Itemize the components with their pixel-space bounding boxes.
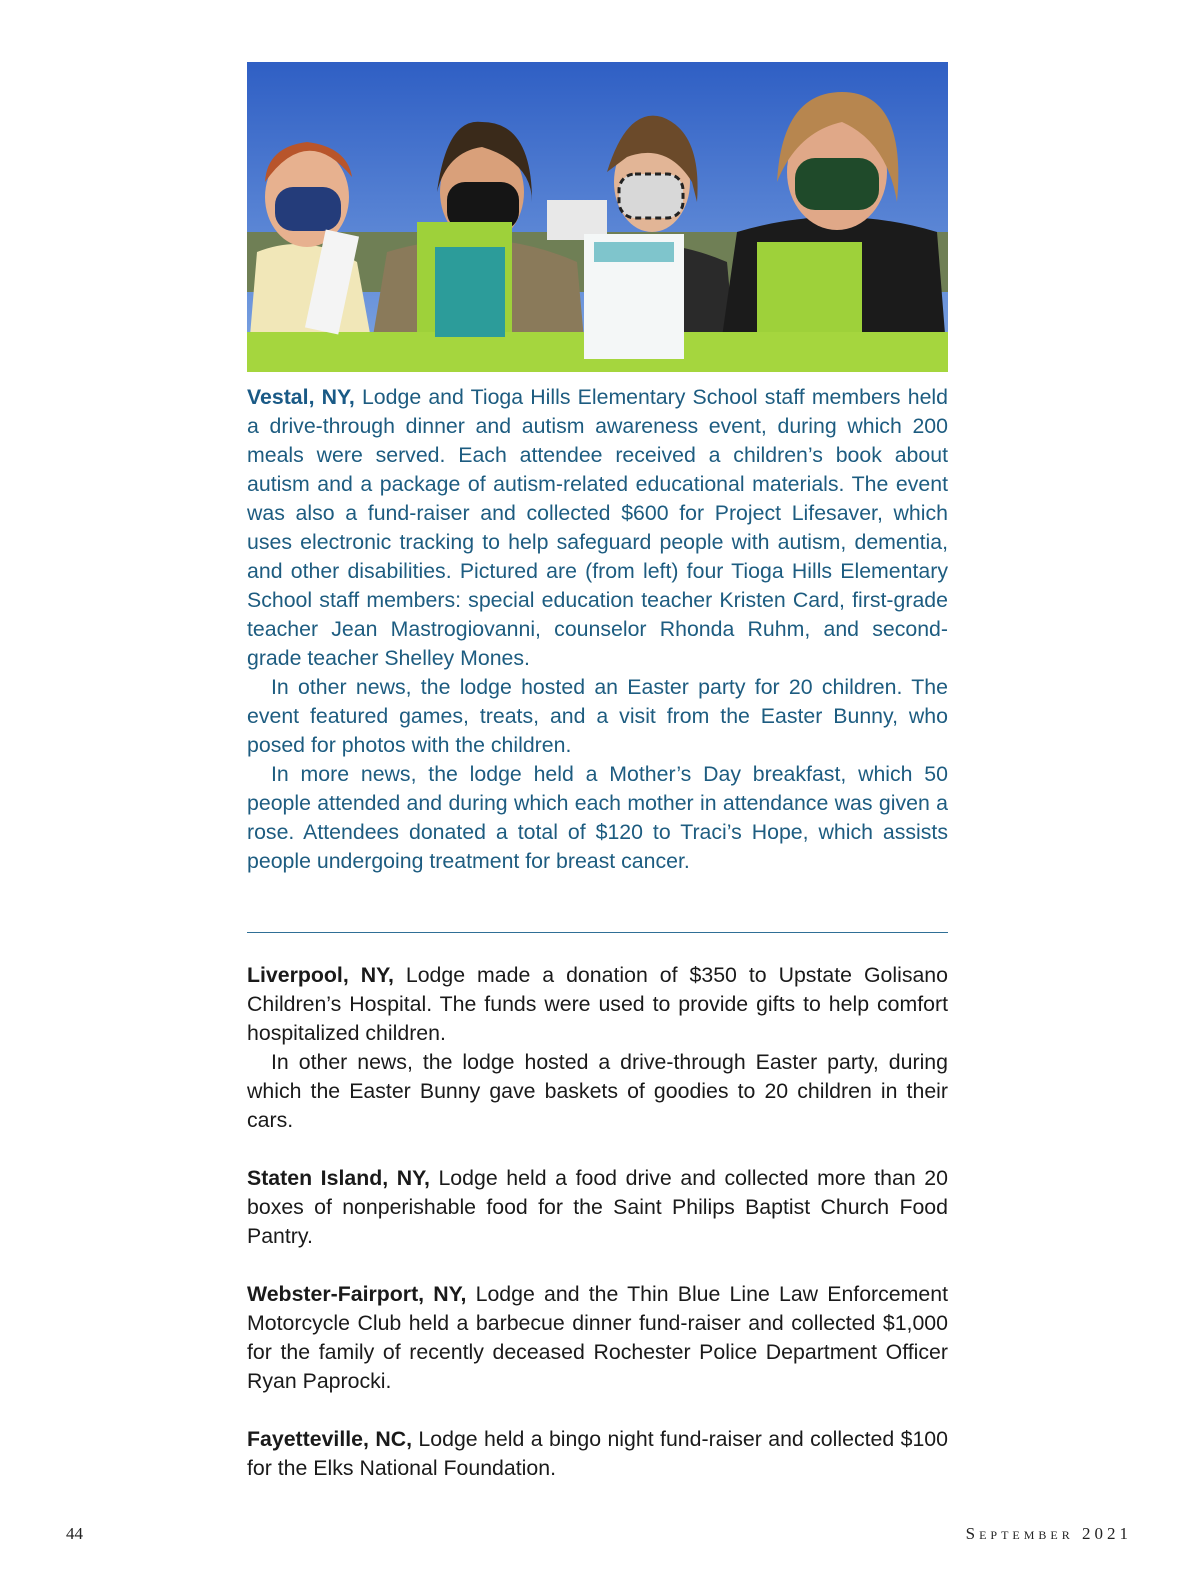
article-vestal (247, 383, 948, 876)
article-liverpool-p1-text: Lodge made a donation of $350 to Upstate Golisano Children’s Hospital. The funds were used to provide gifts to help comfort hospitalized children. (247, 963, 948, 1045)
article-vestal-lead: Vestal, NY, (247, 385, 355, 409)
article-liverpool-p1 (247, 961, 948, 1048)
section-divider (247, 932, 948, 933)
article-staten-island-p1 (247, 1164, 948, 1251)
article-vestal-p3: In more news, the lodge held a Mother’s Day breakfast, which 50 people attended and during which each mother in attendance was given a rose. Attendees donated a total of $120 to Traci’s Hope, which assists people undergoing treatment for breast cancer. (247, 762, 948, 873)
article-fayetteville-lead: Fayetteville, NC, (247, 1427, 413, 1451)
article-fayetteville (247, 1425, 948, 1483)
article-webster-fairport-p1 (247, 1280, 948, 1396)
group-photo (247, 62, 948, 372)
article-vestal-p2: In other news, the lodge hosted an Easter party for 20 children. The event featured games, treats, and a visit from the Easter Bunny, who posed for photos with the children. (247, 675, 948, 757)
article-staten-island-lead: Staten Island, NY, (247, 1166, 430, 1190)
articles-list (247, 961, 948, 1512)
article-fayetteville-p1 (247, 1425, 948, 1483)
article-staten-island-p1-text: Lodge held a food drive and collected more than 20 boxes of nonperishable food for the Saint Philips Baptist Church Food Pantry. (247, 1166, 948, 1248)
article-webster-fairport-p1-text: Lodge and the Thin Blue Line Law Enforcement Motorcycle Club held a barbecue dinner fund-raiser and collected $1,000 for the family of recently deceased Rochester Police Department Officer Ryan Paprocki. (247, 1282, 948, 1393)
article-vestal-p1 (247, 383, 948, 673)
article-vestal-p1-text: Lodge and Tioga Hills Elementary School staff members held a drive-through dinner and autism awareness event, during which 200 meals were served. Each attendee received a children’s book about autism and a package of autism-related educational materials. The event was also a fund-raiser and collected $600 for Project Lifesaver, which uses electronic tracking to help safeguard people with autism, dementia, and other disabilities. Pictured are (from left) four Tioga Hills Elementary School staff members: special education teacher Kristen Card, first-grade teacher Jean Mastrogiovanni, counselor Rhonda Ruhm, and second-grade teacher Shelley Mones. (247, 385, 948, 670)
page-number: 44 (66, 1524, 83, 1543)
issue-date: September 2021 (965, 1524, 1132, 1543)
photo-illustration (247, 62, 948, 372)
article-liverpool-lead: Liverpool, NY, (247, 963, 394, 987)
article-liverpool (247, 961, 948, 1135)
article-webster-fairport-lead: Webster-Fairport, NY, (247, 1282, 467, 1306)
article-webster-fairport (247, 1280, 948, 1396)
article-staten-island (247, 1164, 948, 1251)
article-fayetteville-p1-text: Lodge held a bingo night fund-raiser and collected $100 for the Elks National Foundation. (247, 1427, 948, 1480)
article-liverpool-p2: In other news, the lodge hosted a drive-through Easter party, during which the Easter Bunny gave baskets of goodies to 20 children in their cars. (247, 1050, 948, 1132)
